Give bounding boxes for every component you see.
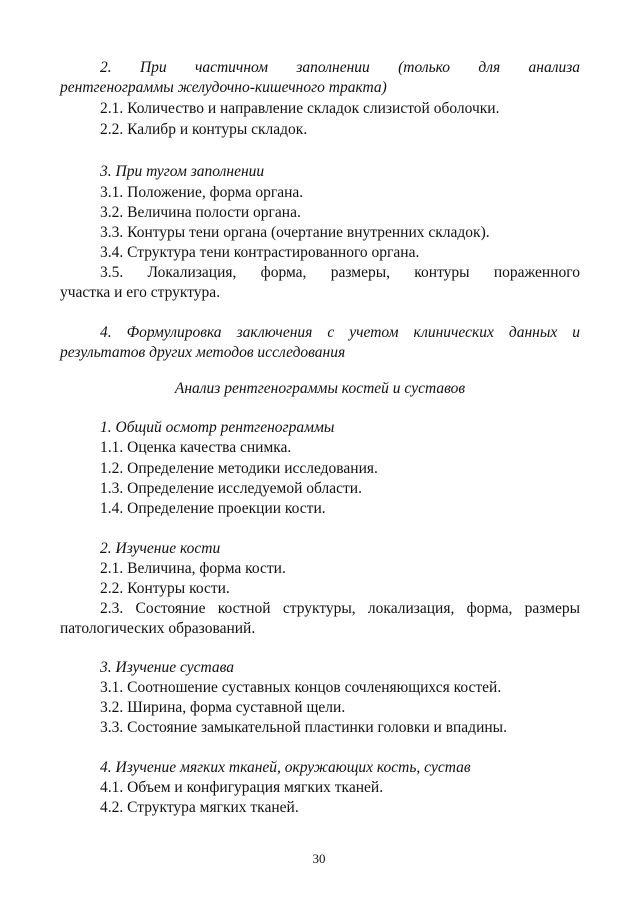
bones-item-1-2: 1.2. Определение методики исследования. <box>100 460 378 477</box>
bones-item-2-3: 2.3. Состояние костной структуры, локализация, форма, размеры <box>100 600 580 617</box>
item-3-5-cont: участка и его структура. <box>60 284 221 301</box>
item-3-2: 3.2. Величина полости органа. <box>100 204 301 221</box>
page-number: 30 <box>312 851 326 866</box>
subsection-title: Анализ рентгенограммы костей и суставов <box>174 380 466 397</box>
bones-item-2-1: 2.1. Величина, форма кости. <box>100 560 286 577</box>
bones-item-3-3: 3.3. Состояние замыкательной пластинки головки и впадины. <box>100 719 507 736</box>
bones-item-2-2: 2.2. Контуры кости. <box>100 580 230 597</box>
section-4-heading-cont: результатов других методов исследования <box>60 344 346 361</box>
item-3-4: 3.4. Структура тени контрастированного органа. <box>100 244 420 261</box>
item-2-2: 2.2. Калибр и контуры складок. <box>100 121 308 138</box>
bones-section-4-heading: 4. Изучение мягких тканей, окружающих кость, сустав <box>100 759 471 776</box>
bones-item-1-4: 1.4. Определение проекции кости. <box>100 500 326 517</box>
bones-item-1-1: 1.1. Оценка качества снимка. <box>100 439 292 456</box>
bones-section-1-heading: 1. Общий осмотр рентгенограммы <box>100 419 335 436</box>
bones-section-3-heading: 3. Изучение сустава <box>100 659 235 676</box>
section-3-heading: 3. При тугом заполнении <box>100 163 265 180</box>
item-3-5: 3.5. Локализация, форма, размеры, контуры пораженного <box>100 264 580 281</box>
bones-item-4-1: 4.1. Объем и конфигурация мягких тканей. <box>100 779 384 796</box>
bones-item-2-3-cont: патологических образований. <box>60 620 256 637</box>
bones-section-2-heading: 2. Изучение кости <box>100 540 221 557</box>
bones-item-3-2: 3.2. Ширина, форма суставной щели. <box>100 699 346 716</box>
bones-item-4-2: 4.2. Структура мягких тканей. <box>100 799 299 816</box>
section-2-heading: 2. При частичном заполнении (только для анализа <box>100 59 580 76</box>
item-2-1: 2.1. Количество и направление складок слизистой оболочки. <box>100 100 500 117</box>
section-4-heading: 4. Формулировка заключения с учетом клинических данных и <box>100 324 580 341</box>
bones-item-1-3: 1.3. Определение исследуемой области. <box>100 480 362 497</box>
item-3-1: 3.1. Положение, форма органа. <box>100 184 304 201</box>
bones-item-3-1: 3.1. Соотношение суставных концов сочленяющихся костей. <box>100 679 502 696</box>
item-3-3: 3.3. Контуры тени органа (очертание внутренних складок). <box>100 224 490 241</box>
section-2-heading-cont: рентгенограммы желудочно-кишечного тракта) <box>60 79 387 96</box>
